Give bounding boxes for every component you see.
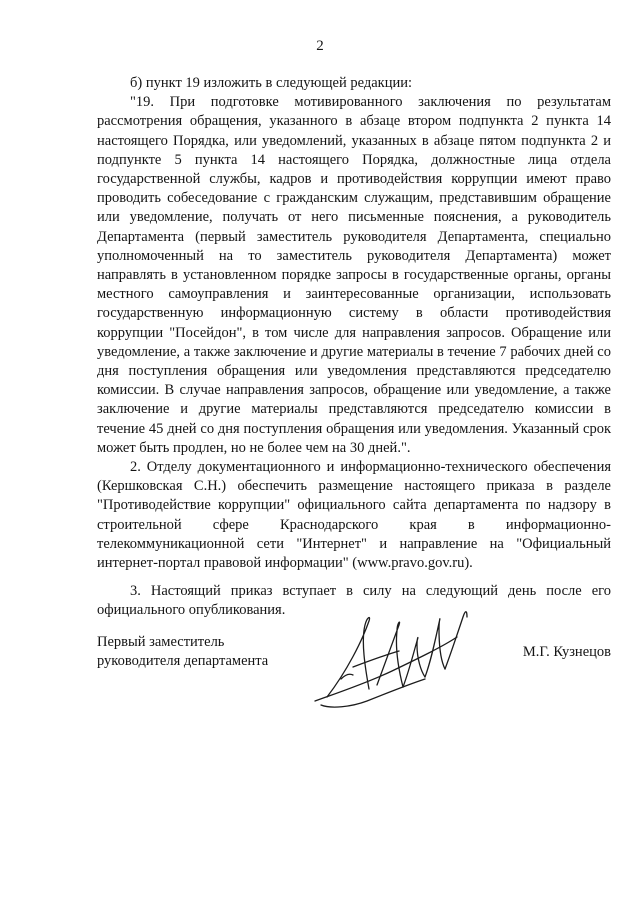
paragraph-point-3: 3. Настоящий приказ вступает в силу на следующий день после его официального опубликования. [97, 583, 611, 619]
page-number: 2 [316, 38, 324, 54]
signer-title-line-1: Первый заместитель [97, 634, 225, 650]
handwritten-signature [307, 601, 482, 713]
signer-title-line-2: руководителя департамента [97, 653, 269, 670]
paragraph-point-2: 2. Отделу документационного и информационно-технического обеспечения (Кершковская С.Н.) обеспечить размещение настоящего приказа в разделе "Противодействие коррупции" официального сайта департамента по надзору в строительной сфере Краснодарского края в информационно-телекоммуникационной сети "Интернет" и направление на "Официальный интернет-портал правовой информации" (www.pravo.gov.ru). [97, 459, 611, 572]
signer-name: М.Г. Кузнецов [522, 644, 611, 660]
paragraph-item-b: б) пункт 19 изложить в следующей редакции: [130, 75, 412, 91]
paragraph-clause-19: "19. При подготовке мотивированного заключения по результатам рассмотрения обращения, указанного в абзаце втором подпункта 2 пункта 14 настоящего Порядка, или уведомлений, указанных в абзаце пятом подпункта 2 и подпункте 5 пункта 14 настоящего Порядка, должностные лица отдела государственной службы, кадров и противодействия коррупции имеют право проводить собеседование с гражданским служащим, представившим обращение или уведомление, получать от него письменные пояснения, а руководитель Департамента (первый заместитель руководителя Департамента, специально уполномоченный на то заместитель руководителя Департамента) может направлять в установленном порядке запросы в государственные органы, органы местного самоуправления и заинтересованные организации, использовать государственную информационную систему в области противодействия коррупции "Посейдон", в том числе для направления запросов. Обращение или уведомление, а также заключение и другие материалы в течение 7 рабочих дней со дня поступления обращения или уведомления представляются председателю комиссии. В случае направления запросов, обращение или уведомление, а также заключение и другие материалы представляются председателю комиссии в течение 45 дней со дня поступления обращения или уведомления. Указанный срок может быть продлен, но не более чем на 30 дней.". [97, 94, 611, 456]
document-body [97, 74, 611, 621]
signer-title [97, 633, 268, 671]
signature-block [97, 633, 611, 723]
